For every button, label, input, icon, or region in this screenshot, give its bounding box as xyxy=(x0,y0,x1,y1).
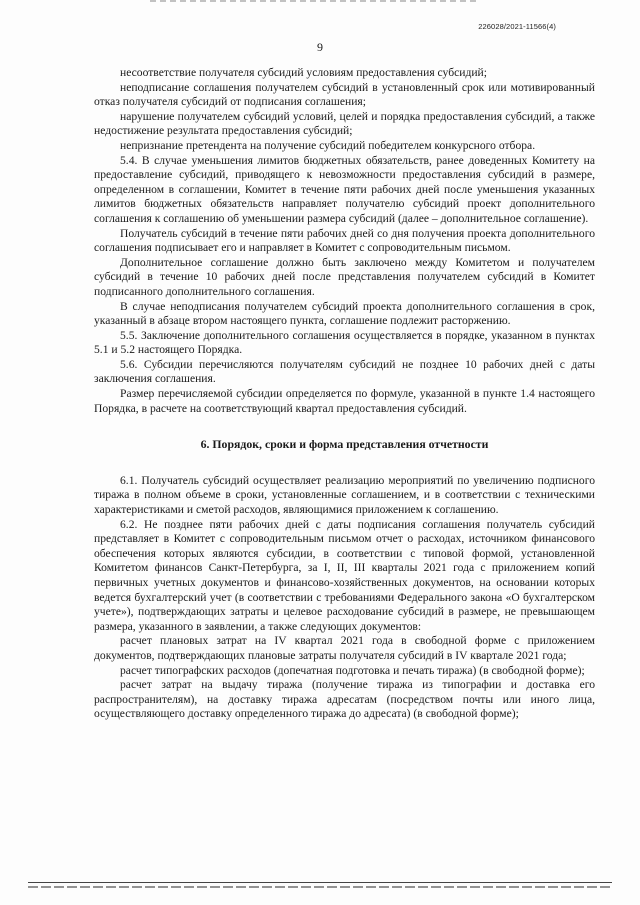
paragraph: В случае неподписания получателем субсидий проекта дополнительного соглашения в срок, указанный в абзаце втором настоящего пункта, соглашение подлежит расторжению. xyxy=(94,299,595,328)
paragraph: несоответствие получателя субсидий условиям предоставления субсидий; xyxy=(120,66,487,79)
paragraph: расчет затрат на выдачу тиража (получение тиража из типографии и доставка его распространителям), на доставку тиража адресатам (посредством почты или иного лица, осуществляющего доставку определенного тиража до адресата) (в свободной форме); xyxy=(94,678,595,721)
paragraph: нарушение получателем субсидий условий, целей и порядка предоставления субсидий, а также недостижение результата предоставления субсидий; xyxy=(94,109,595,138)
paragraph: Дополнительное соглашение должно быть заключено между Комитетом и получателем субсидий в течение 10 рабочих дней после представления получателем субсидий в Комитет подписанного дополнительного соглашения. xyxy=(94,255,595,298)
paragraph: расчет плановых затрат на IV квартал 2021 года в свободной форме с приложением документов, подтверждающих плановые затраты получателя субсидий в IV квартале 2021 года; xyxy=(94,634,595,662)
paragraph: расчет типографских расходов (допечатная подготовка и печать тиража) (в свободной форме); xyxy=(120,663,585,677)
scan-bottom-line xyxy=(28,882,612,883)
paragraph: Размер перечисляемой субсидии определяется по формуле, указанной в пункте 1.4 настоящего Порядка, в расчете на соответствующий квартал предоставления субсидий. xyxy=(94,387,595,415)
paragraph: 5.5. Заключение дополнительного соглашения осуществляется в порядке, указанном в пунктах 5.1 и 5.2 настоящего Порядка. xyxy=(94,328,595,357)
paragraph: 5.6. Субсидии перечисляются получателям субсидий не позднее 10 рабочих дней с даты заключения соглашения. xyxy=(94,357,595,386)
paragraph: 6.2. Не позднее пяти рабочих дней с даты подписания соглашения получатель субсидий представляет в Комитет с сопроводительным письмом отчет о расходах, источником финансового обеспечения которых являются субсидии, в соответствии с типовой формой, установленной Комитетом финансов Санкт-Петербурга, за I, II, III кварталы 2021 года с приложением копий первичных учетных документов и финансово-хозяйственных документов, на основании которых ведется бухгалтерский учет (в соответствии с требованиями Федерального закона «О бухгалтерском учете»), подтверждающих затраты и целевое расходование субсидий в размере, не превышающем размера, указанного в заявлении, а также следующих документов: xyxy=(94,517,595,633)
paragraph: непризнание претендента на получение субсидий победителем конкурсного отбора. xyxy=(120,138,536,152)
document-body xyxy=(94,66,595,722)
scan-bottom-edge xyxy=(28,886,612,888)
paragraph: 6.1. Получатель субсидий осуществляет реализацию мероприятий по увеличению подписного тиража в полном объеме в сроки, установленные соглашением, и в соответствии с техническими характеристиками и сметой расходов, являющимися приложением к соглашению. xyxy=(94,473,595,517)
paragraph: 5.4. В случае уменьшения лимитов бюджетных обязательств, ранее доведенных Комитету на предоставление субсидий, приводящего к невозможности предоставления субсидий в размере, определенном в соглашении, Комитет в течение пяти рабочих дней после уменьшения указанных лимитов бюджетных обязательств направляет получателю субсидий проект дополнительного соглашения к соглашению об уменьшении размера субсидий (далее – дополнительное соглашение). xyxy=(94,153,595,225)
paragraph: неподписание соглашения получателем субсидий в установленный срок или мотивированный отказ получателя субсидий от подписания соглашения; xyxy=(94,80,595,109)
document-number: 226028/2021-11566(4) xyxy=(478,22,556,31)
page-number: 9 xyxy=(317,40,323,54)
paragraph: Получатель субсидий в течение пяти рабочих дней со дня получения проекта дополнительного соглашения подписывает его и направляет в Комитет с сопроводительным письмом. xyxy=(94,226,595,255)
section-heading: 6. Порядок, сроки и форма представления отчетности xyxy=(200,437,489,452)
scan-top-edge xyxy=(150,0,480,2)
